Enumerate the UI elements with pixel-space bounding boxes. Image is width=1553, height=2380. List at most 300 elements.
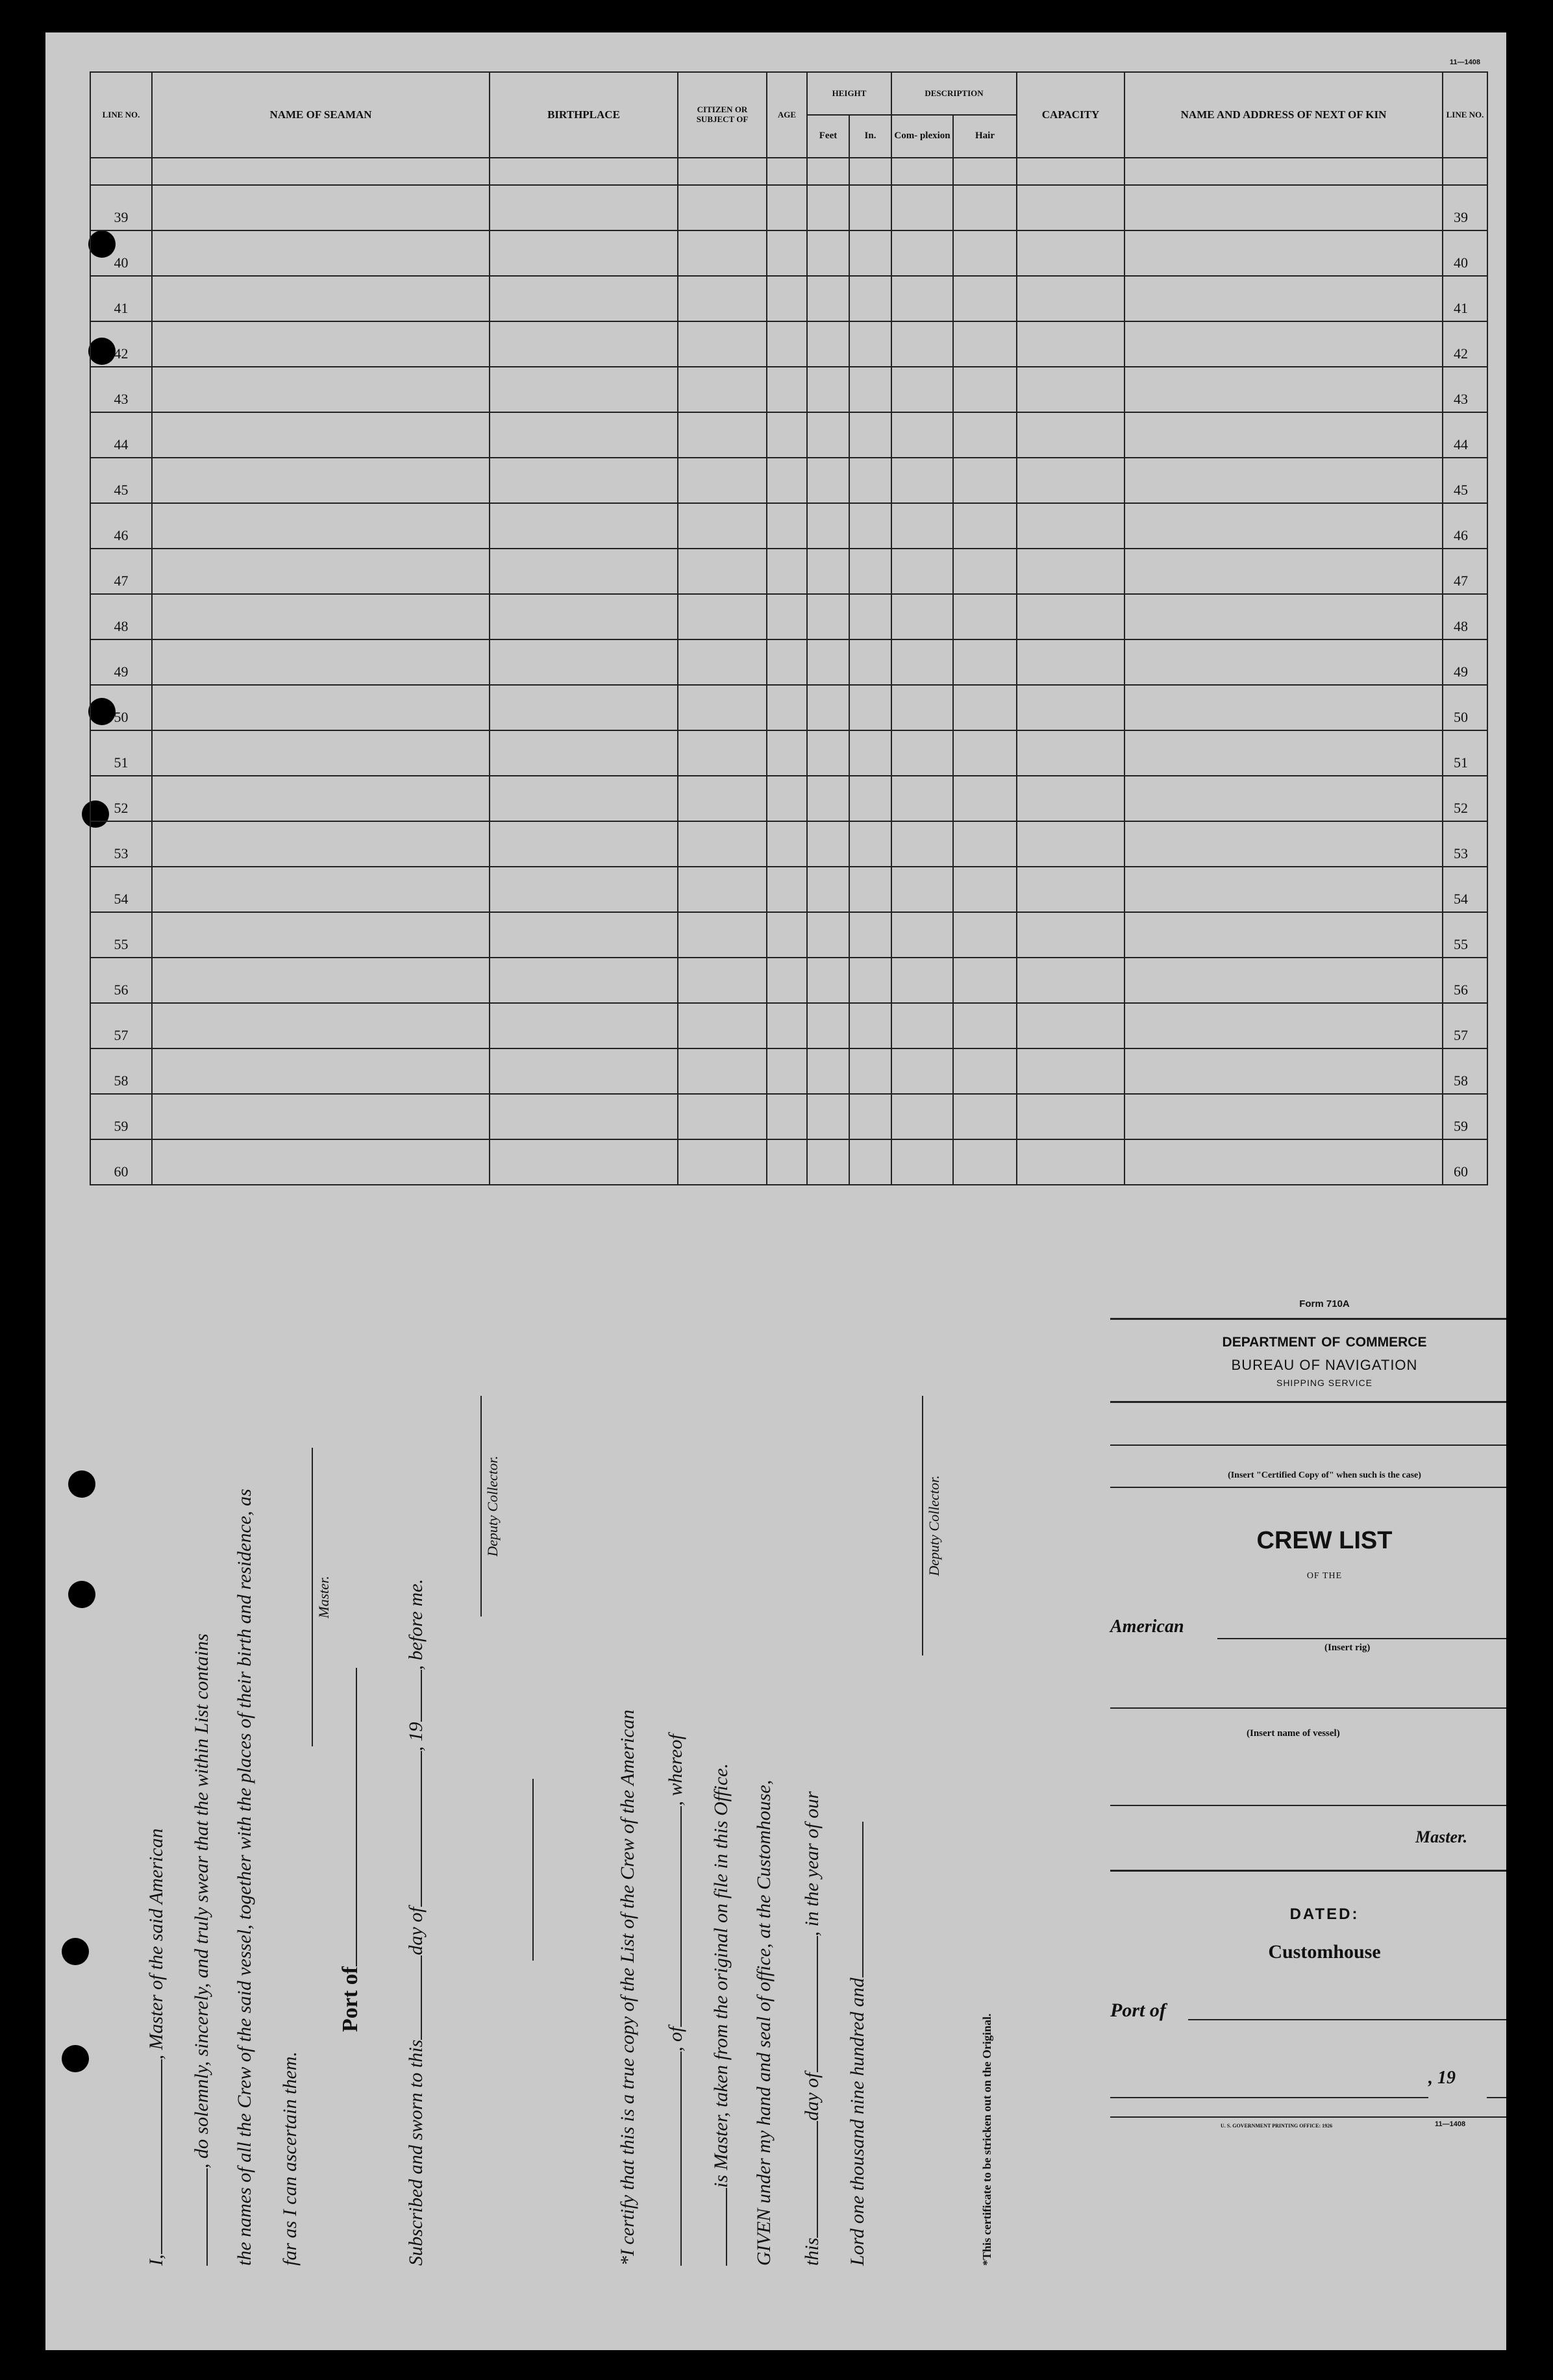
table-cell[interactable] <box>152 594 490 639</box>
table-cell[interactable] <box>807 503 849 549</box>
divider <box>532 1779 534 1961</box>
table-cell[interactable] <box>953 685 1017 730</box>
table-cell[interactable] <box>1124 1048 1443 1094</box>
table-cell[interactable] <box>849 458 891 503</box>
table-cell[interactable] <box>891 821 953 867</box>
table-cell[interactable] <box>1124 503 1443 549</box>
table-row <box>90 594 1487 639</box>
table-cell[interactable] <box>678 730 767 776</box>
table-cell[interactable] <box>152 912 490 958</box>
table-cell[interactable] <box>678 958 767 1003</box>
line-number: 54 <box>90 867 152 912</box>
table-cell[interactable] <box>678 230 767 276</box>
table-cell[interactable] <box>891 1139 953 1185</box>
table-cell[interactable] <box>767 185 807 230</box>
table-cell[interactable] <box>807 958 849 1003</box>
table-cell[interactable] <box>678 367 767 412</box>
table-cell[interactable] <box>953 412 1017 458</box>
table-cell[interactable] <box>891 230 953 276</box>
certified-copy-blank <box>1110 1444 1506 1446</box>
table-row <box>90 458 1487 503</box>
table-cell[interactable] <box>953 1094 1017 1139</box>
table-cell[interactable] <box>849 367 891 412</box>
of-the-text: OF THE <box>1306 1571 1343 1581</box>
table-cell[interactable] <box>1124 730 1443 776</box>
punch-hole <box>68 1581 95 1608</box>
table-cell[interactable] <box>678 549 767 594</box>
table-cell[interactable] <box>807 867 849 912</box>
table-cell[interactable] <box>891 730 953 776</box>
table-cell[interactable] <box>1124 912 1443 958</box>
table-cell[interactable] <box>891 185 953 230</box>
table-cell[interactable] <box>891 549 953 594</box>
lord-line <box>844 1822 869 2266</box>
table-cell[interactable] <box>849 958 891 1003</box>
table-cell[interactable] <box>678 867 767 912</box>
table-cell[interactable] <box>767 1003 807 1048</box>
table-cell[interactable] <box>1017 730 1124 776</box>
table-cell[interactable] <box>953 821 1017 867</box>
table-cell[interactable] <box>891 594 953 639</box>
table-cell[interactable] <box>807 1094 849 1139</box>
table-cell[interactable] <box>490 639 678 685</box>
table-cell[interactable] <box>1017 867 1124 912</box>
header-feet: Feet <box>807 115 849 158</box>
table-cell[interactable] <box>807 1003 849 1048</box>
table-cell[interactable] <box>490 594 678 639</box>
lord-year-blank <box>844 1822 863 1977</box>
table-cell[interactable] <box>490 230 678 276</box>
table-row <box>90 821 1487 867</box>
table-cell[interactable] <box>152 1048 490 1094</box>
table-cell[interactable] <box>807 639 849 685</box>
table-cell[interactable] <box>807 685 849 730</box>
table-cell[interactable] <box>490 1139 678 1185</box>
table-cell[interactable] <box>767 458 807 503</box>
table-cell[interactable] <box>1124 230 1443 276</box>
line-number: 53 <box>90 821 152 867</box>
punch-hole <box>62 2045 89 2072</box>
punch-hole <box>68 1470 95 1498</box>
table-cell[interactable] <box>953 958 1017 1003</box>
crew-list-sheet <box>45 32 1506 2350</box>
line-number-right: 55 <box>1443 912 1487 958</box>
table-cell[interactable] <box>849 867 891 912</box>
table-cell[interactable] <box>891 639 953 685</box>
oath-line-1 <box>143 1828 168 2266</box>
table-cell[interactable] <box>953 367 1017 412</box>
table-cell[interactable] <box>953 458 1017 503</box>
before-me-text: , before me. <box>405 1578 427 1670</box>
table-cell[interactable] <box>767 912 807 958</box>
table-cell[interactable] <box>953 1048 1017 1094</box>
port-of-label: Port of <box>338 1966 362 2032</box>
table-cell[interactable] <box>891 912 953 958</box>
crew-list-cover <box>1110 1298 1506 2188</box>
table-cell[interactable] <box>767 230 807 276</box>
table-cell[interactable] <box>490 685 678 730</box>
table-cell[interactable] <box>1124 958 1443 1003</box>
table-cell[interactable] <box>891 1094 953 1139</box>
table-cell[interactable] <box>849 912 891 958</box>
table-cell[interactable] <box>807 185 849 230</box>
table-cell[interactable] <box>767 594 807 639</box>
line-number-right: 44 <box>1443 412 1487 458</box>
line-number: 41 <box>90 276 152 321</box>
table-cell[interactable] <box>891 321 953 367</box>
table-cell[interactable] <box>678 1094 767 1139</box>
line-number-right: 59 <box>1443 1094 1487 1139</box>
table-cell[interactable] <box>1017 276 1124 321</box>
oath-master-of: , Master of the said American <box>145 1828 167 2060</box>
table-cell[interactable] <box>849 685 891 730</box>
table-cell[interactable] <box>490 1094 678 1139</box>
table-cell[interactable] <box>1124 321 1443 367</box>
table-cell[interactable] <box>1017 1094 1124 1139</box>
table-cell[interactable] <box>953 503 1017 549</box>
table-cell[interactable] <box>490 367 678 412</box>
table-cell[interactable] <box>490 185 678 230</box>
table-cell[interactable] <box>953 321 1017 367</box>
table-row <box>90 958 1487 1003</box>
certify-master-line <box>708 1763 732 2266</box>
table-cell[interactable] <box>767 276 807 321</box>
line-number-right: 60 <box>1443 1139 1487 1185</box>
table-cell[interactable] <box>678 321 767 367</box>
line-number-right: 57 <box>1443 1003 1487 1048</box>
table-cell[interactable] <box>152 1094 490 1139</box>
table-cell[interactable] <box>807 321 849 367</box>
table-cell[interactable] <box>152 958 490 1003</box>
given-line: GIVEN under my hand and seal of office, at the Customhouse, <box>753 1779 775 2266</box>
table-cell[interactable] <box>767 1139 807 1185</box>
line-number: 47 <box>90 549 152 594</box>
table-cell[interactable] <box>490 958 678 1003</box>
table-cell[interactable] <box>1017 458 1124 503</box>
table-row <box>90 639 1487 685</box>
this-day-line <box>799 1791 823 2266</box>
table-cell[interactable] <box>490 458 678 503</box>
table-cell[interactable] <box>807 1048 849 1094</box>
table-cell[interactable] <box>953 639 1017 685</box>
table-cell[interactable] <box>953 776 1017 821</box>
table-cell[interactable] <box>849 776 891 821</box>
header-name-of-seaman: NAME OF SEAMAN <box>152 72 490 158</box>
table-cell[interactable] <box>767 412 807 458</box>
table-cell[interactable] <box>678 1048 767 1094</box>
port-blank <box>1188 2000 1506 2020</box>
table-cell[interactable] <box>1017 1048 1124 1094</box>
table-cell[interactable] <box>1017 594 1124 639</box>
lord-text: Lord one thousand nine hundred and <box>847 1977 868 2266</box>
table-cell[interactable] <box>807 1139 849 1185</box>
table-cell[interactable] <box>953 1139 1017 1185</box>
table-cell[interactable] <box>891 412 953 458</box>
table-cell[interactable] <box>849 594 891 639</box>
table-cell[interactable] <box>953 730 1017 776</box>
table-cell[interactable] <box>1124 1003 1443 1048</box>
table-cell[interactable] <box>807 912 849 958</box>
table-cell[interactable] <box>678 1139 767 1185</box>
crew-table-body <box>90 158 1487 1185</box>
table-cell[interactable] <box>678 912 767 958</box>
table-cell[interactable] <box>678 639 767 685</box>
table-cell[interactable] <box>849 321 891 367</box>
table-cell[interactable] <box>767 776 807 821</box>
table-cell[interactable] <box>152 230 490 276</box>
table-cell[interactable] <box>1124 185 1443 230</box>
table-cell[interactable] <box>1124 685 1443 730</box>
deputy-collector-signature-1: Deputy Collector. <box>480 1396 501 1617</box>
this-day-of-text: day of <box>801 2072 823 2121</box>
table-cell[interactable] <box>152 367 490 412</box>
table-cell[interactable] <box>490 1048 678 1094</box>
table-cell[interactable] <box>849 639 891 685</box>
month-blank <box>403 1751 422 1907</box>
table-cell[interactable] <box>891 958 953 1003</box>
line-number: 59 <box>90 1094 152 1139</box>
table-cell[interactable] <box>678 1003 767 1048</box>
vessel-copy-blank <box>662 2052 682 2266</box>
table-cell[interactable] <box>678 776 767 821</box>
table-cell[interactable] <box>849 1048 891 1094</box>
table-cell[interactable] <box>152 730 490 776</box>
table-cell[interactable] <box>152 821 490 867</box>
day-of-text: day of <box>405 1907 427 1955</box>
table-cell[interactable] <box>767 685 807 730</box>
table-cell[interactable] <box>849 1139 891 1185</box>
table-cell[interactable] <box>490 730 678 776</box>
table-cell[interactable] <box>1017 549 1124 594</box>
table-cell[interactable] <box>807 412 849 458</box>
table-cell[interactable] <box>767 321 807 367</box>
table-cell[interactable] <box>1017 321 1124 367</box>
table-cell[interactable] <box>490 276 678 321</box>
table-cell[interactable] <box>953 867 1017 912</box>
table-cell[interactable] <box>767 958 807 1003</box>
table-cell[interactable] <box>953 1003 1017 1048</box>
table-cell[interactable] <box>953 276 1017 321</box>
table-cell[interactable] <box>849 821 891 867</box>
table-cell[interactable] <box>807 821 849 867</box>
table-cell[interactable] <box>678 185 767 230</box>
table-cell[interactable] <box>891 503 953 549</box>
table-cell[interactable] <box>849 1094 891 1139</box>
table-cell[interactable] <box>152 549 490 594</box>
table-cell[interactable] <box>807 549 849 594</box>
line-number-right: 40 <box>1443 230 1487 276</box>
table-cell[interactable] <box>1124 458 1443 503</box>
table-cell[interactable] <box>152 185 490 230</box>
line-number-right: 51 <box>1443 730 1487 776</box>
master-label: Master. <box>1415 1828 1468 1846</box>
table-cell[interactable] <box>678 458 767 503</box>
table-cell[interactable] <box>152 321 490 367</box>
table-cell[interactable] <box>490 867 678 912</box>
table-cell[interactable] <box>490 776 678 821</box>
header-birthplace: BIRTHPLACE <box>490 72 678 158</box>
line-number: 55 <box>90 912 152 958</box>
divider <box>1110 2116 1506 2118</box>
table-cell[interactable] <box>1017 367 1124 412</box>
table-row <box>90 549 1487 594</box>
table-row <box>90 730 1487 776</box>
table-cell[interactable] <box>767 1094 807 1139</box>
table-cell[interactable] <box>891 685 953 730</box>
table-cell[interactable] <box>152 776 490 821</box>
table-cell[interactable] <box>953 230 1017 276</box>
insert-certified-note: (Insert "Certified Copy of" when such is the case) <box>1228 1470 1421 1480</box>
table-cell[interactable] <box>767 730 807 776</box>
form-710a: Form 710A <box>1299 1298 1350 1309</box>
table-row <box>90 912 1487 958</box>
table-cell[interactable] <box>152 639 490 685</box>
table-cell[interactable] <box>1124 639 1443 685</box>
table-cell[interactable] <box>1124 594 1443 639</box>
table-cell[interactable] <box>1017 821 1124 867</box>
line-number-right: 54 <box>1443 867 1487 912</box>
table-cell[interactable] <box>490 1003 678 1048</box>
table-cell[interactable] <box>1017 639 1124 685</box>
header-line-no-right: LINE NO. <box>1443 72 1487 158</box>
form-number-top: 11—1408 <box>1449 58 1480 66</box>
line-number: 48 <box>90 594 152 639</box>
table-cell[interactable] <box>1124 776 1443 821</box>
table-cell[interactable] <box>490 821 678 867</box>
table-cell[interactable] <box>1017 958 1124 1003</box>
table-cell[interactable] <box>678 821 767 867</box>
table-cell[interactable] <box>849 185 891 230</box>
table-cell[interactable] <box>767 1048 807 1094</box>
table-cell[interactable] <box>1124 1094 1443 1139</box>
vessel-name-blank <box>1110 1707 1506 1709</box>
table-cell[interactable] <box>849 412 891 458</box>
table-cell[interactable] <box>1017 230 1124 276</box>
table-cell[interactable] <box>953 594 1017 639</box>
table-cell[interactable] <box>891 458 953 503</box>
table-cell[interactable] <box>849 730 891 776</box>
line-number: 56 <box>90 958 152 1003</box>
table-cell[interactable] <box>1017 503 1124 549</box>
year-prefix: , 19 <box>405 1722 427 1752</box>
table-cell[interactable] <box>849 549 891 594</box>
table-cell[interactable] <box>490 549 678 594</box>
table-cell[interactable] <box>807 230 849 276</box>
table-cell[interactable] <box>953 549 1017 594</box>
divider <box>1110 1401 1506 1403</box>
date-blank <box>1110 2084 1428 2098</box>
table-cell[interactable] <box>1124 412 1443 458</box>
table-row <box>90 503 1487 549</box>
table-cell[interactable] <box>849 276 891 321</box>
table-cell[interactable] <box>1017 412 1124 458</box>
table-cell[interactable] <box>152 276 490 321</box>
table-cell[interactable] <box>891 276 953 321</box>
table-cell[interactable] <box>1124 549 1443 594</box>
table-cell[interactable] <box>1017 685 1124 730</box>
table-cell[interactable] <box>152 503 490 549</box>
vessel-name-blank <box>188 2168 208 2266</box>
table-cell[interactable] <box>849 230 891 276</box>
table-cell[interactable] <box>152 412 490 458</box>
table-cell[interactable] <box>678 276 767 321</box>
table-cell[interactable] <box>1124 367 1443 412</box>
table-cell[interactable] <box>767 549 807 594</box>
table-cell[interactable] <box>490 912 678 958</box>
table-cell[interactable] <box>767 821 807 867</box>
this-day-blank <box>799 2121 818 2238</box>
table-cell[interactable] <box>807 458 849 503</box>
table-cell[interactable] <box>1017 185 1124 230</box>
table-row <box>90 1094 1487 1139</box>
table-cell[interactable] <box>1124 867 1443 912</box>
table-row <box>90 867 1487 912</box>
table-cell[interactable] <box>953 185 1017 230</box>
table-cell[interactable] <box>849 1003 891 1048</box>
table-row <box>90 412 1487 458</box>
table-cell[interactable] <box>152 1003 490 1048</box>
table-cell[interactable] <box>152 685 490 730</box>
day-blank <box>403 1955 422 2040</box>
master-name-blank <box>143 2060 162 2255</box>
table-cell[interactable] <box>1017 776 1124 821</box>
table-cell[interactable] <box>678 685 767 730</box>
table-cell[interactable] <box>490 503 678 549</box>
year-blank <box>1487 2084 1506 2098</box>
table-cell[interactable] <box>807 730 849 776</box>
table-cell[interactable] <box>1124 1139 1443 1185</box>
table-cell[interactable] <box>678 503 767 549</box>
table-cell[interactable] <box>152 1139 490 1185</box>
table-cell[interactable] <box>849 503 891 549</box>
table-cell[interactable] <box>678 594 767 639</box>
table-cell[interactable] <box>678 412 767 458</box>
table-cell[interactable] <box>1017 1139 1124 1185</box>
is-master-text: is Master, taken from the original on file in this Office. <box>710 1763 732 2188</box>
table-cell[interactable] <box>891 776 953 821</box>
table-cell[interactable] <box>891 1003 953 1048</box>
table-cell[interactable] <box>1124 821 1443 867</box>
table-cell[interactable] <box>767 639 807 685</box>
table-cell[interactable] <box>767 367 807 412</box>
table-cell[interactable] <box>767 867 807 912</box>
header-next-of-kin: NAME AND ADDRESS OF NEXT OF KIN <box>1124 72 1443 158</box>
table-cell[interactable] <box>891 367 953 412</box>
table-cell[interactable] <box>1017 912 1124 958</box>
table-cell[interactable] <box>1017 1003 1124 1048</box>
table-cell[interactable] <box>807 776 849 821</box>
table-cell[interactable] <box>807 276 849 321</box>
this-text: this <box>801 2237 823 2266</box>
table-cell[interactable] <box>891 1048 953 1094</box>
line-number: 58 <box>90 1048 152 1094</box>
line-number-right: 49 <box>1443 639 1487 685</box>
table-cell[interactable] <box>807 594 849 639</box>
table-cell[interactable] <box>891 867 953 912</box>
certify-of-line <box>662 1734 687 2266</box>
oath-block <box>117 1266 1039 2266</box>
table-cell[interactable] <box>152 458 490 503</box>
table-cell[interactable] <box>490 321 678 367</box>
table-cell[interactable] <box>767 503 807 549</box>
table-cell[interactable] <box>490 412 678 458</box>
certify-line: *I certify that this is a true copy of the List of the Crew of the American <box>617 1709 638 2266</box>
table-cell[interactable] <box>152 867 490 912</box>
punch-hole <box>62 1938 89 1965</box>
table-cell[interactable] <box>953 912 1017 958</box>
table-cell[interactable] <box>807 367 849 412</box>
table-cell[interactable] <box>1124 276 1443 321</box>
